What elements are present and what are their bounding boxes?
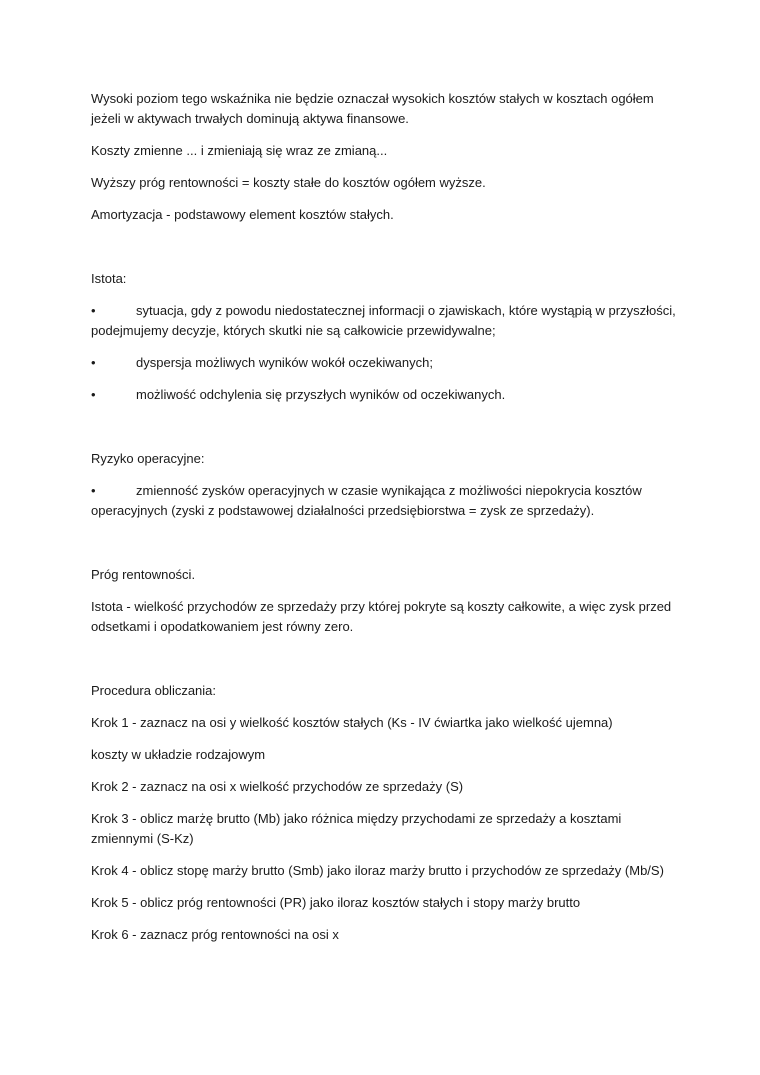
procedura-step: Krok 6 - zaznacz próg rentowności na osi x <box>91 927 339 942</box>
procedura-step: Krok 4 - oblicz stopę marży brutto (Smb) jako iloraz marży brutto i przychodów ze sprzedaży (Mb/S) <box>91 863 664 878</box>
section-spacer <box>91 649 681 681</box>
section-spacer <box>91 237 681 269</box>
bullet-icon: • <box>91 483 96 498</box>
document-content <box>91 89 681 957</box>
ryzyko-bullet-text: zmienność zysków operacyjnych w czasie wynikająca z możliwości niepokrycia kosztów operacyjnych (zyski z podstawowej działalności przedsiębiorstwa = zysk ze sprzedaży). <box>91 483 642 518</box>
ryzyko-bullet-1 <box>91 481 681 521</box>
prog-text: Istota - wielkość przychodów ze sprzedaży przy której pokryte są koszty całkowite, a więc zysk przed odsetkami i opodatkowaniem jest równy zero. <box>91 599 672 634</box>
procedura-step: Krok 2 - zaznacz na osi x wielkość przychodów ze sprzedaży (S) <box>91 779 464 794</box>
intro-paragraph-1: Wysoki poziom tego wskaźnika nie będzie oznaczał wysokich kosztów stałych w kosztach ogółem jeżeli w aktywach trwałych dominują aktywa finansowe. <box>91 91 654 126</box>
intro-paragraph-4: Amortyzacja - podstawowy element kosztów stałych. <box>91 207 394 222</box>
ryzyko-heading: Ryzyko operacyjne: <box>91 451 205 466</box>
procedura-step: koszty w układzie rodzajowym <box>91 747 266 762</box>
istota-bullet-text: dyspersja możliwych wyników wokół oczekiwanych; <box>136 355 433 370</box>
istota-bullet-2 <box>91 353 681 373</box>
procedura-step: Krok 3 - oblicz marżę brutto (Mb) jako różnica między przychodami ze sprzedaży a kosztami zmiennymi (S-Kz) <box>91 811 622 846</box>
procedura-step: Krok 5 - oblicz próg rentowności (PR) jako iloraz kosztów stałych i stopy marży brutto <box>91 895 581 910</box>
procedura-step: Krok 1 - zaznacz na osi y wielkość kosztów stałych (Ks - IV ćwiartka jako wielkość ujemna) <box>91 715 613 730</box>
section-spacer <box>91 533 681 565</box>
istota-bullet-1 <box>91 301 681 341</box>
prog-heading: Próg rentowności. <box>91 567 196 582</box>
procedura-heading: Procedura obliczania: <box>91 683 217 698</box>
istota-heading: Istota: <box>91 271 127 286</box>
intro-paragraph-3: Wyższy próg rentowności = koszty stałe do kosztów ogółem wyższe. <box>91 175 486 190</box>
istota-bullet-text: możliwość odchylenia się przyszłych wyników od oczekiwanych. <box>136 387 506 402</box>
bullet-icon: • <box>91 387 96 402</box>
section-spacer <box>91 417 681 449</box>
bullet-icon: • <box>91 355 96 370</box>
intro-paragraph-2: Koszty zmienne ... i zmieniają się wraz ze zmianą... <box>91 143 388 158</box>
istota-bullet-text: sytuacja, gdy z powodu niedostatecznej informacji o zjawiskach, które wystąpią w przyszłości, podejmujemy decyzje, których skutki nie są całkowicie przewidywalne; <box>91 303 676 338</box>
bullet-icon: • <box>91 303 96 318</box>
istota-bullet-3 <box>91 385 681 405</box>
